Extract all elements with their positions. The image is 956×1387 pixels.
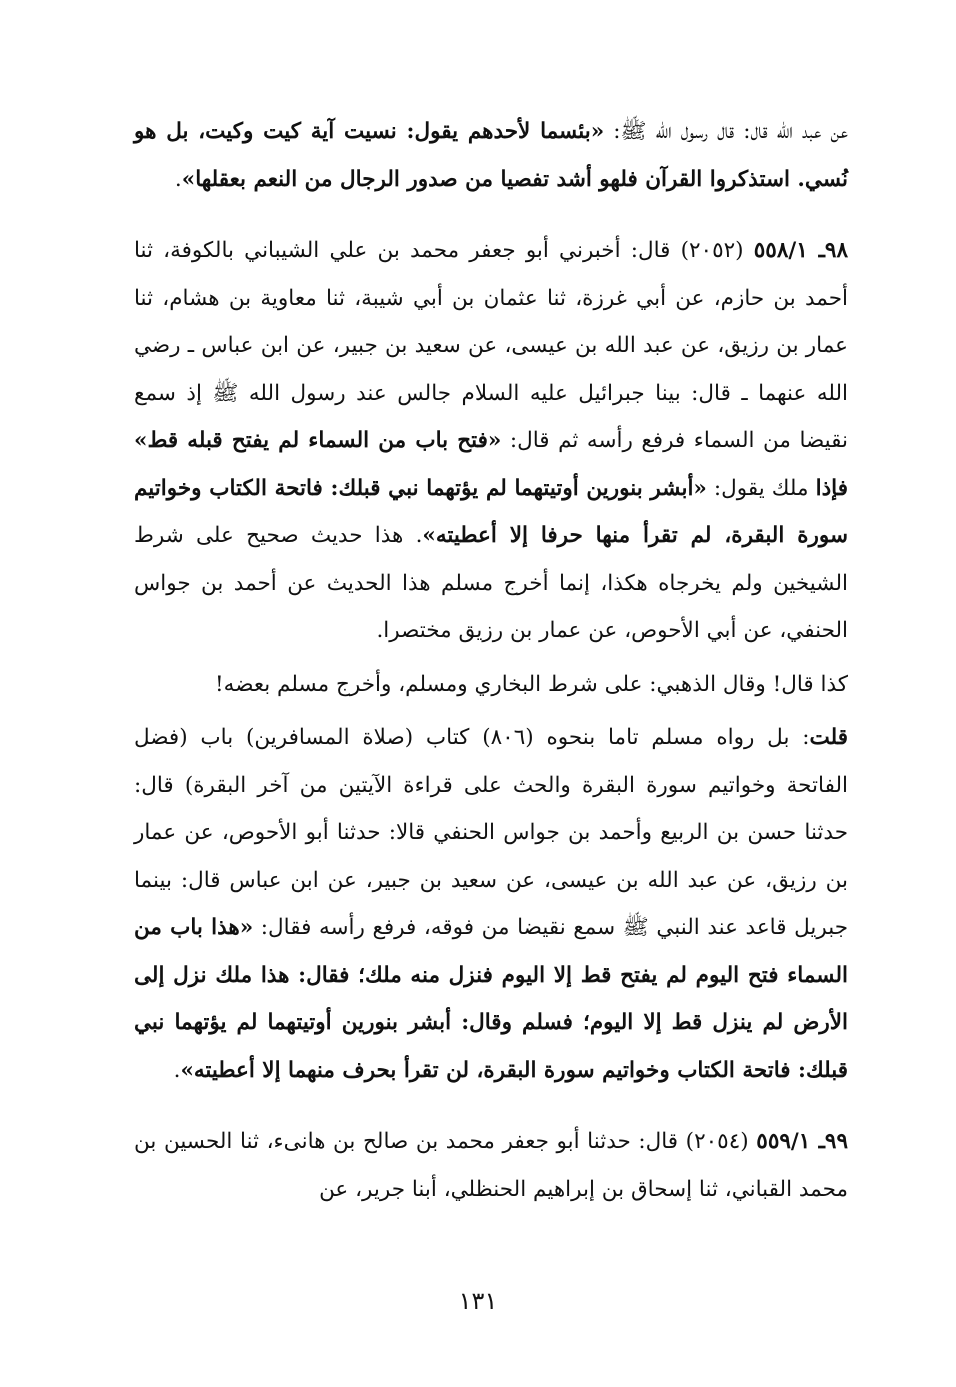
text-segment: كذا قال! وقال الذهبي: على شرط البخاري ومسلم، وأخرج مسلم بعضه!	[215, 671, 848, 697]
text-segment: : بل رواه مسلم تاما بنحوه (٨٠٦) كتاب (صلاة المسافرين) باب (فضل الفاتحة وخواتيم سورة البقرة والحث على قراءة الآيتين من آخر البقرة) قال: حدثنا حسن بن الربيع وأحمد بن جواس الحنفي قالا: حدثنا أبو الأحوص، عن عمار بن رزيق، عن عبد الله بن عيسى، عن سعيد بن جبير، عن ابن عباس قال: بينما جبريل قاعد عند النبي ﷺ سمع نقيضا من فوقه، فرفع رأسه فقال:	[134, 725, 849, 940]
text-segment: ملك يقول:	[706, 475, 816, 501]
text-segment: .	[174, 166, 182, 192]
hadith-quote: «هذا باب من السماء فتح اليوم لم يفتح قط إلا اليوم فنزل منه ملك؛ فقال: هذا ملك نزل إلى الأرض لم ينزل قط إلا اليوم؛ فسلم وقال: أبشر بنورين أوتيتهما لم يؤتهما نبي قبلك: فاتحة الكتاب وخواتيم سورة البقرة، لن تقرأ بحرف منهما إلا أعطيته»	[134, 915, 848, 1083]
paragraph-author-note	[134, 714, 848, 1094]
hadith-quote: «أبشر بنورين أوتيتهما لم يؤتهما نبي قبلك: فاتحة الكتاب وخواتيم سورة البقرة، لم تقرأ منها حرفا إلا أعطيته»	[134, 475, 848, 548]
paragraph-hadith-intro	[134, 108, 848, 203]
hadith-number: ٩٨ـ ٥٥٨/١	[753, 238, 849, 263]
page-body	[134, 108, 848, 1213]
text-segment: (٢٠٥٤) قال: حدثنا أبو جعفر محمد بن صالح بن هانىء، ثنا الحسين بن محمد القباني، ثنا إسحاق بن إبراهيم الحنظلي، أبنا جرير، عن	[134, 1129, 848, 1202]
text-segment: (٢٠٥٢) قال: أخبرني أبو جعفر محمد بن علي الشيباني بالكوفة، ثنا أحمد بن حازم، عن أبي غرزة، ثنا عثمان بن أبي شيبة، ثنا معاوية بن هشام، ثنا عمار بن رزيق، عن عبد الله بن عيسى، عن سعيد بن جبير، عن ابن عباس ـ رضي الله عنهما ـ قال: بينا جبرائيل عليه السلام جالس عند رسول الله ﷺ إذ سمع نقيضا من السماء فرفع رأسه ثم قال:	[134, 238, 849, 453]
note-label: قلت	[809, 725, 848, 750]
paragraph-dhahabi-comment	[134, 661, 848, 709]
text-segment: عن عبد الله قال: قال رسول الله ﷺ:	[604, 119, 848, 144]
page-number: ١٣١	[458, 1287, 498, 1315]
text-segment: . هذا حديث صحيح على شرط الشيخين ولم يخرجاه هكذا، إنما أخرج مسلم هذا الحديث عن أحمد بن جواس الحنفي، عن أبي الأحوص، عن عمار بن رزيق مختصرا.	[134, 523, 848, 643]
hadith-number: ٩٩ـ ٥٥٩/١	[756, 1129, 848, 1154]
hadith-quote: «بئسما لأحدهم يقول: نسيت آية كيت وكيت، بل هو نُسي. استذكروا القرآن فلهو أشد تفصيا من صدور الرجال من النعم بعقلها»	[134, 119, 848, 192]
paragraph-hadith-99	[134, 1118, 848, 1213]
paragraph-hadith-98	[134, 227, 848, 655]
text-segment: .	[173, 1057, 181, 1083]
hadith-quote: «فتح باب من السماء لم يفتح قبله قط» فإذا	[134, 428, 849, 501]
